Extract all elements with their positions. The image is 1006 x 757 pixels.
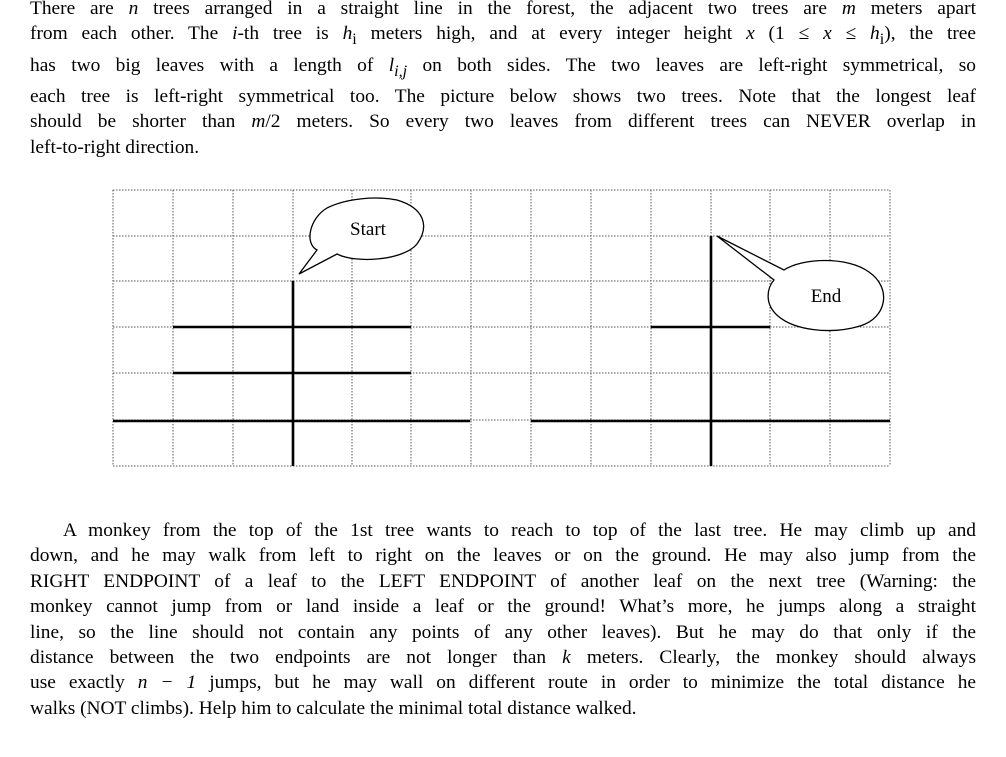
text-line: distance between the two endpoints are not longer than k meters. Clearly, the monkey should always xyxy=(30,647,976,669)
text-line: down, and he may walk from left to right on the leaves or on the ground. He may also jump from the xyxy=(30,545,976,567)
text-line: walks (NOT climbs). Help him to calculate the minimal total distance walked. xyxy=(30,697,637,719)
text-line: left-to-right direction. xyxy=(30,136,200,158)
text-line: RIGHT ENDPOINT of a leaf to the LEFT ENDPOINT of another leaf on the next tree (Warning: the xyxy=(30,570,976,592)
problem-paragraph-1 xyxy=(30,0,976,160)
text-line: each tree is left-right symmetrical too. The picture below shows two trees. Note that the longest leaf xyxy=(30,85,976,107)
start-label: Start xyxy=(350,219,386,240)
two-trees-figure xyxy=(112,188,892,470)
text-line: There are n trees arranged in a straight line in the forest, the adjacent two trees are m meters apart xyxy=(30,0,977,19)
end-callout xyxy=(717,236,884,331)
end-label: End xyxy=(810,286,842,307)
text-line: from each other. The i-th tree is $h_i$ meters high, and at every integer height x $(1 \le x \le h_i)$, the tree xyxy=(30,23,977,49)
start-callout xyxy=(299,198,424,274)
text-line: monkey cannot jump from or land inside a leaf or the ground! What’s more, he jumps along a straight xyxy=(30,596,976,618)
text-line: A monkey from the top of the 1st tree wants to reach to top of the last tree. He may climb up and xyxy=(63,520,976,541)
text-line: has two big leaves with a length of $l_{i,j}$ on both sides. The two leaves are left-right symmetrical, so xyxy=(30,54,976,80)
text-line: should be shorter than m/2 meters. So every two leaves from different trees can NEVER overlap in xyxy=(30,111,976,133)
problem-paragraph-2 xyxy=(30,518,976,721)
text-line: line, so the line should not contain any points of any other leaves). But he may do that only if the xyxy=(30,621,976,643)
text-line: use exactly n − 1 jumps, but he may wall on different route in order to minimize the total distance he xyxy=(30,672,976,694)
